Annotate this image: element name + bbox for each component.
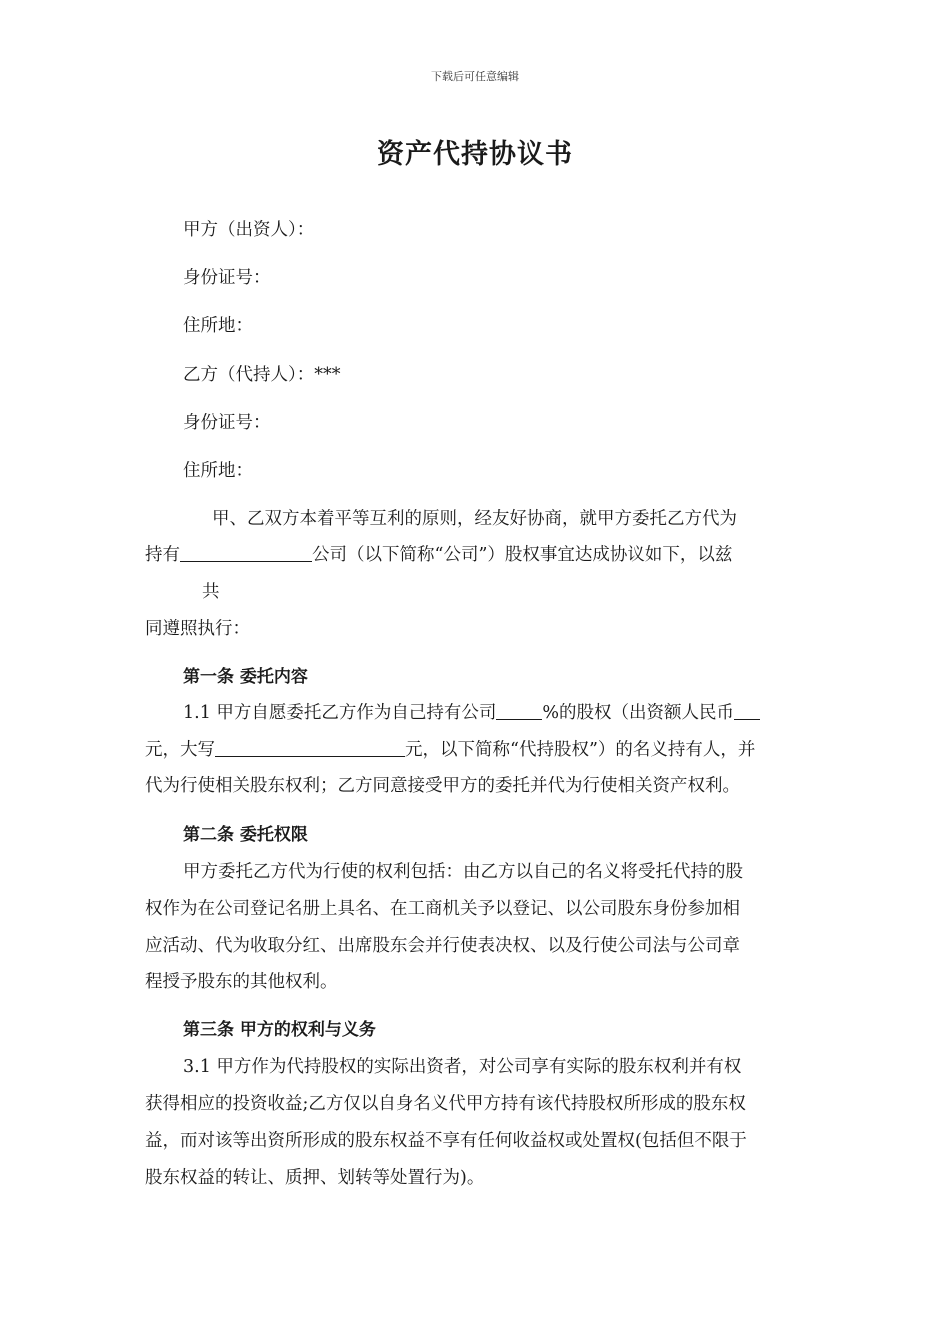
capital-amount-blank [734,701,760,720]
article-1-p2-start: 元，大写 [145,740,215,760]
company-name-blank [180,543,312,562]
article-1-p1-mid: %的股权（出资额人民币 [542,703,735,723]
party-b-label: 乙方（代持人）：*** [183,365,341,385]
article-3-heading: 第三条 甲方的权利与义务 [183,1020,376,1040]
document-title: 资产代持协议书 [377,139,573,170]
intro-line-2-start: 持有 [145,545,180,565]
article-2-line-3: 应活动、代为收取分红、出席股东会并行使表决权、以及行使公司法与公司章 [145,936,740,956]
article-2-heading: 第二条 委托权限 [183,825,308,845]
article-1-p1-start: 1.1 甲方自愿委托乙方作为自己持有公司 [183,703,497,723]
article-1-para-line-1 [183,701,760,725]
article-3-line-4: 股东权益的转让、质押、划转等处置行为)。 [145,1168,485,1188]
article-3-line-1: 3.1 甲方作为代持股权的实际出资者，对公司享有实际的股东权利并有权 [183,1057,742,1077]
article-2-line-2: 权作为在公司登记名册上具名、在工商机关予以登记、以公司股东身份参加相 [145,899,740,919]
article-2-line-1: 甲方委托乙方代为行使的权利包括：由乙方以自己的名义将受托代持的股 [183,862,743,882]
article-2-line-4: 程授予股东的其他权利。 [145,972,338,992]
party-a-label: 甲方（出资人）： [183,220,315,240]
intro-line-2 [145,543,732,567]
party-b-id-label: 身份证号： [183,413,271,433]
article-1-p2-end: 元，以下简称“代持股权”）的名义持有人，并 [405,740,756,760]
intro-line-1: 甲、乙双方本着平等互利的原则，经友好协商，就甲方委托乙方代为 [212,509,737,529]
intro-line-4: 同遵照执行： [145,619,250,639]
intro-line-3: 共 [202,582,220,602]
article-1-para-line-2 [145,738,755,762]
party-b-address-label: 住所地： [183,461,253,481]
party-a-address-label: 住所地： [183,316,253,336]
intro-line-2-end: 公司（以下简称“公司”）股权事宜达成协议如下，以兹 [312,545,733,565]
header-note: 下载后可任意编辑 [431,70,519,83]
article-3-line-3: 益，而对该等出资所形成的股东权益不享有任何收益权或处置权(包括但不限于 [145,1131,747,1151]
article-1-para-line-3: 代为行使相关股东权利；乙方同意接受甲方的委托并代为行使相关资产权利。 [145,776,740,796]
amount-in-words-blank [215,738,405,757]
share-percent-blank [496,701,542,720]
party-a-id-label: 身份证号： [183,268,271,288]
article-3-line-2: 获得相应的投资收益;乙方仅以自身名义代甲方持有该代持股权所形成的股东权 [145,1094,746,1114]
article-1-heading: 第一条 委托内容 [183,667,308,687]
